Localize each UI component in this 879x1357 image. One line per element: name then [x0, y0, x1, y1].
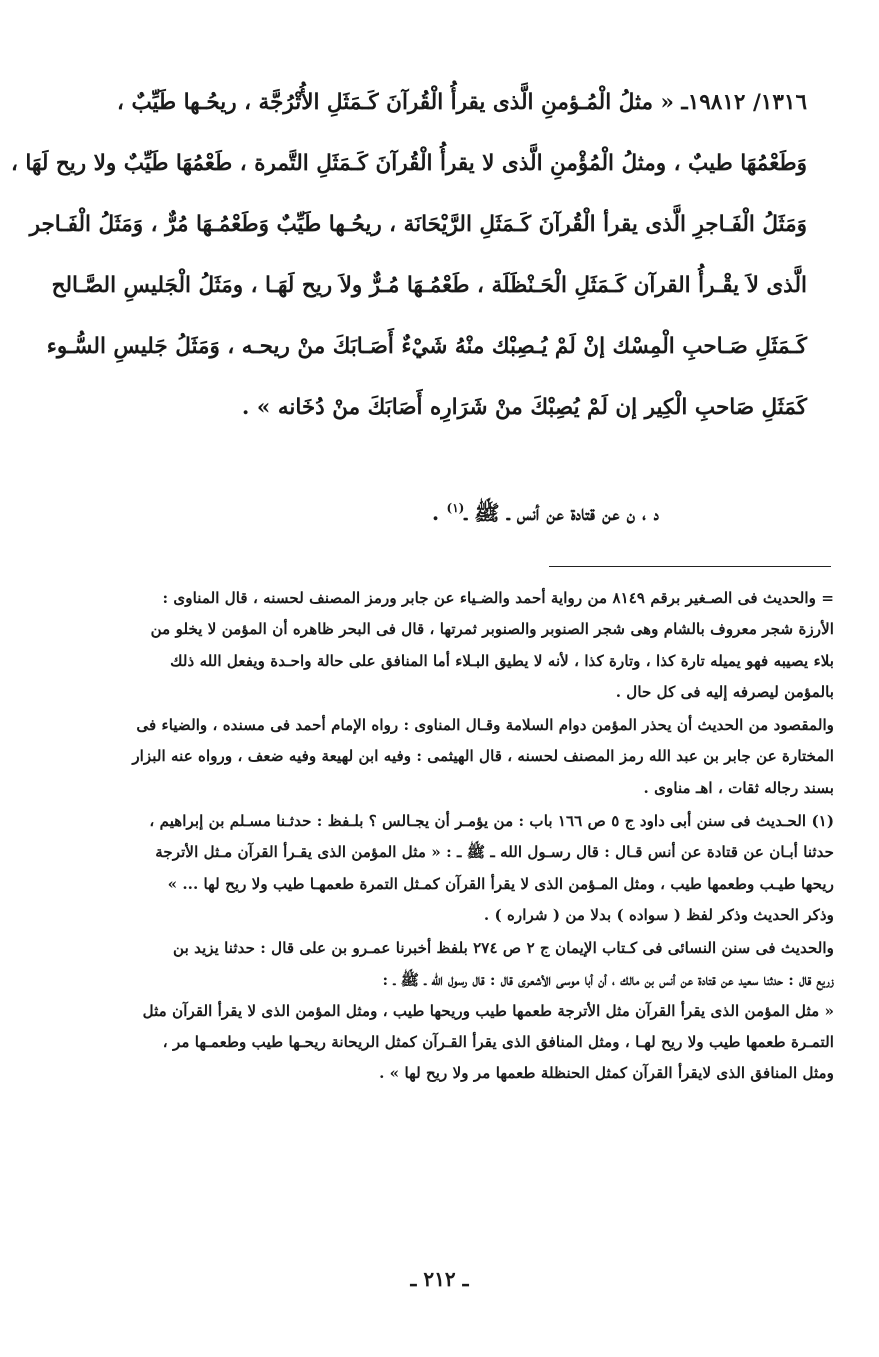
footnote-line: الأرزة شجر معروف بالشام وهى شجر الصنوبر والصنوبر ثمرتها ، قال فى البحر ظاهره أن المؤمن لا يخلو من — [150, 620, 834, 639]
footnote-line: ريحها طيـب وطعمها طيب ، ومثل المـؤمن الذى لا يقرأ القرآن كمـثل التمرة طعمهـا طيب ولا ريح لها ... » — [167, 874, 834, 893]
hadith-line: الَّذى لاَ يقْـرأُ القرآن كَـمَثَلِ الْحَـنْظَلَة ، طَعْمُـهَا مُـرٌّ ولاَ ريح لَهَـا ، ومَثَلُ الْجَليسِ الصَّـالح — [51, 273, 807, 298]
footnote-line: بالمؤمن ليصرفه إليه فى كل حال . — [615, 682, 834, 701]
hadith-line: كَمَثَلِ صَاحبِ الْكِير إن لَمْ يُصِبْكَ منْ شَرَارِه أَصَابَكَ منْ دُخَانه » . — [241, 395, 807, 420]
footnote-line: ومثل المنافق الذى لايقرأ القرآن كمثل الحنظلة طعمها مر ولا ريح لها » . — [379, 1064, 834, 1083]
hadith-line: ١٣١٦/ ١٩٨١٢ـ « مثلُ الْمُـؤمنِ الَّذى يقرأُ الْقُرآنَ كَـمَثَلِ الأُتْرُجَّة ، ريحُـها طَيِّبٌ ، — [117, 90, 807, 115]
source-text: د ، ن عن قتادة عن أنس ـ ﷺ ـ — [464, 500, 659, 525]
footnote-paragraph — [62, 710, 834, 804]
footnote-paragraph — [62, 583, 834, 708]
footnote-paragraph — [62, 806, 834, 931]
hadith-line: وَطَعْمُهَا طيبٌ ، ومثلُ الْمُؤْمنِ الَّذى لا يقرأُ الْقُرآنَ كَـمَثَلِ التَّمرة ، طَعْمُهَا طَيِّبٌ ولا ريح لَهَا ، — [10, 151, 807, 176]
footnote-line: بلاء يصيبه فهو يميله تارة كذا ، وتارة كذا ، لأنه لا يطيق البـلاء أما المنافق على حالة واحـدة ويفعل الله ذلك — [170, 651, 834, 670]
source-end: . — [431, 500, 447, 525]
hadith-text — [10, 72, 807, 438]
footnote-line: = والحديث فى الصـغير برقم ٨١٤٩ من رواية أحمد والضـياء عن جابر ورمز المصنف لحسنه ، قال المناوى : — [162, 589, 834, 607]
footnote-line: (١) الحـديث فى سنن أبى داود ج ٥ ص ١٦٦ باب : من يؤمـر أن يجـالس ؟ بلـفظ : حدثـنا مسـلم بن إبراهيم ، — [149, 812, 834, 831]
footnote-paragraph — [62, 933, 834, 1089]
hadith-line: وَمَثَلُ الْفَـاجرِ الَّذى يقرأ الْقُرآنَ كَـمَثَلِ الرَّيْحَانَة ، ريحُـها طَيِّبٌ وَطَعْمُـهَا مُرٌّ ، وَمَثَلُ الْفَـاجر — [29, 212, 807, 237]
page-number: ـ ٢١٢ ـ — [410, 1267, 469, 1291]
footnote-line: « مثل المؤمن الذى يقرأ القرآن مثل الأترجة طعمها طيب وريحها طيب ، ومثل المؤمن الذى لا يقرأ القرآن مثل — [142, 1001, 834, 1020]
footnote-line: التمـرة طعمها طيب ولا ريح لهـا ، ومثل المنافق الذى يقرأ القـرآن كمثل الريحانة ريحـها طيب وطعمـها مر ، — [162, 1033, 834, 1052]
hadith-source — [432, 500, 659, 531]
footnote-line: والحديث فى سنن النسائى فى كـتاب الإيمان ج ٢ ص ٢٧٤ بلفظ أخبرنا عمـرو بن على قال : حدثنا يزيد بن — [173, 939, 834, 958]
footnote-divider — [549, 566, 831, 567]
footnote-line: والمقصود من الحديث أن يحذر المؤمن دوام السلامة وقـال المناوى : رواه الإمام أحمد فى مسنده ، والضياء فى — [136, 716, 834, 735]
footnote-line: وذكر الحديث وذكر لفظ ( سواده ) بدلا من ( شراره ) . — [483, 905, 834, 924]
footnote-ref: (١) — [446, 501, 465, 515]
hadith-line: كَـمَثَلِ صَـاحبِ الْمِسْك إنْ لَمْ يُـصِبْك منْهُ شَيْءٌ أَصَـابَكَ منْ ريحـه ، وَمَثَلُ جَليسِ السُّـوء — [46, 334, 807, 359]
footnote-line: المختارة عن جابر بن عبد الله رمز المصنف لحسنه ، قال الهيثمى : وفيه ابن لهيعة وفيه ضعف ، ورواه عنه البزار — [132, 747, 834, 766]
footnote-line: زريع قال : حدثنا سعيد عن قتادة عن أنس بن مالك ، أن أبا موسى الأشعرى قال : قال رسول الله ـ ﷺ ـ : — [382, 970, 834, 989]
footnote-line: حدثنا أبـان عن قتادة عن أنس قـال : قال رسـول الله ـ ﷺ ـ : « مثل المؤمن الذى يقـرأ القرآن مـثل الأترجة — [155, 843, 834, 862]
footnote-line: بسند رجاله ثقات ، اهـ مناوى . — [643, 778, 834, 797]
footnotes — [62, 583, 834, 1092]
